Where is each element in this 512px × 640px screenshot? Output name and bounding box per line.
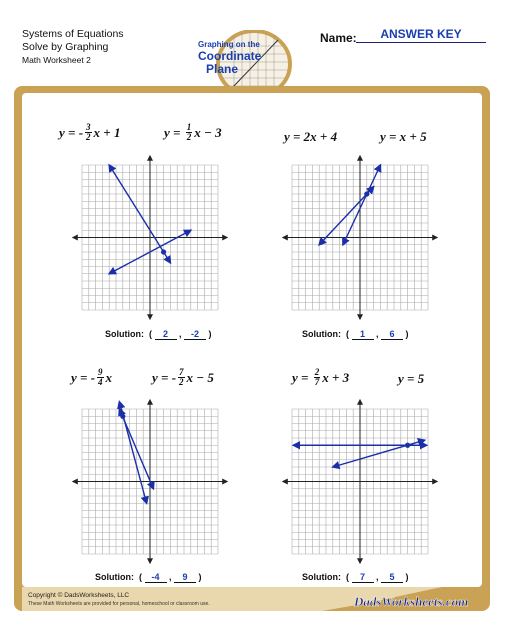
problem-1: [22, 93, 252, 340]
fraction: $\frac{1}{2}$: [186, 122, 192, 142]
solution-x: 7: [352, 572, 374, 583]
problem-2-solution: Solution: ( 1 , 6 ): [302, 329, 409, 339]
problem-3: [22, 340, 252, 587]
problem-4: [252, 340, 482, 587]
problem-3-graph: [72, 399, 228, 564]
intersection-point: [120, 414, 125, 419]
worksheet-subtitle: Math Worksheet 2: [22, 55, 91, 65]
solution-y: 6: [381, 329, 403, 340]
problem-2-equation-1: y = 2x + 4: [284, 129, 338, 144]
title-line-2: Solve by Graphing: [22, 41, 109, 53]
intersection-point: [364, 191, 369, 196]
intersection-point: [161, 249, 166, 254]
copyright-text: Copyright © DadsWorksheets, LLC: [28, 592, 130, 599]
fraction: $\frac{3}{2}$: [86, 122, 91, 142]
problem-4-graph: [282, 399, 438, 564]
problem-4-solution: Solution: ( 7 , 5 ): [302, 572, 409, 582]
problem-3-solution: Solution: ( -4 , 9 ): [95, 572, 202, 582]
fraction: $\frac{7}{2}$: [179, 367, 184, 387]
worksheet-title: [22, 28, 124, 54]
problem-1-equation-1: y = - $\frac{3}{2}$ x + 1: [59, 122, 121, 142]
problem-1-solution: Solution: ( 2 , -2 ): [105, 329, 212, 339]
problem-3-equation-2: y = - $\frac{7}{2}$ x − 5: [152, 367, 214, 387]
title-line-1: Systems of Equations: [22, 28, 124, 40]
problem-2-graph: [282, 155, 438, 320]
dadsworksheets-logo: [352, 590, 484, 612]
badge-line-2: Coordinate: [198, 49, 262, 63]
usage-note: These Math Worksheets are provided for personal, homeschool or classroom use.: [28, 601, 210, 607]
badge-line-3: Plane: [206, 62, 239, 76]
solution-y: -2: [184, 329, 206, 340]
graph-line-1: [343, 165, 380, 245]
badge-line-1: Graphing on the: [198, 40, 260, 49]
name-value: ANSWER KEY: [380, 27, 462, 41]
solution-x: 1: [352, 329, 374, 340]
problem-1-equation-2: y = $\frac{1}{2}$ x − 3: [164, 122, 222, 142]
problem-3-equation-1: y = - $\frac{9}{4}$ x: [71, 367, 113, 387]
solution-x: 2: [155, 329, 177, 340]
solution-y: 5: [381, 572, 403, 583]
solution-y: 9: [174, 572, 196, 583]
problem-4-equation-1: y = $\frac{2}{7}$ x + 3: [292, 367, 350, 387]
intersection-point: [405, 443, 410, 448]
logo-text: DadsWorksheets.com: [354, 594, 469, 609]
problem-4-equation-2: y = 5: [398, 371, 425, 386]
problem-2-equation-2: y = x + 5: [380, 129, 427, 144]
problem-2: [252, 93, 482, 340]
fraction: $\frac{2}{7}$: [314, 367, 320, 387]
fraction: $\frac{9}{4}$: [98, 367, 103, 387]
name-underline: [356, 42, 486, 43]
solution-x: -4: [145, 572, 167, 583]
problem-1-graph: [72, 155, 228, 320]
name-label: Name:: [320, 31, 357, 45]
